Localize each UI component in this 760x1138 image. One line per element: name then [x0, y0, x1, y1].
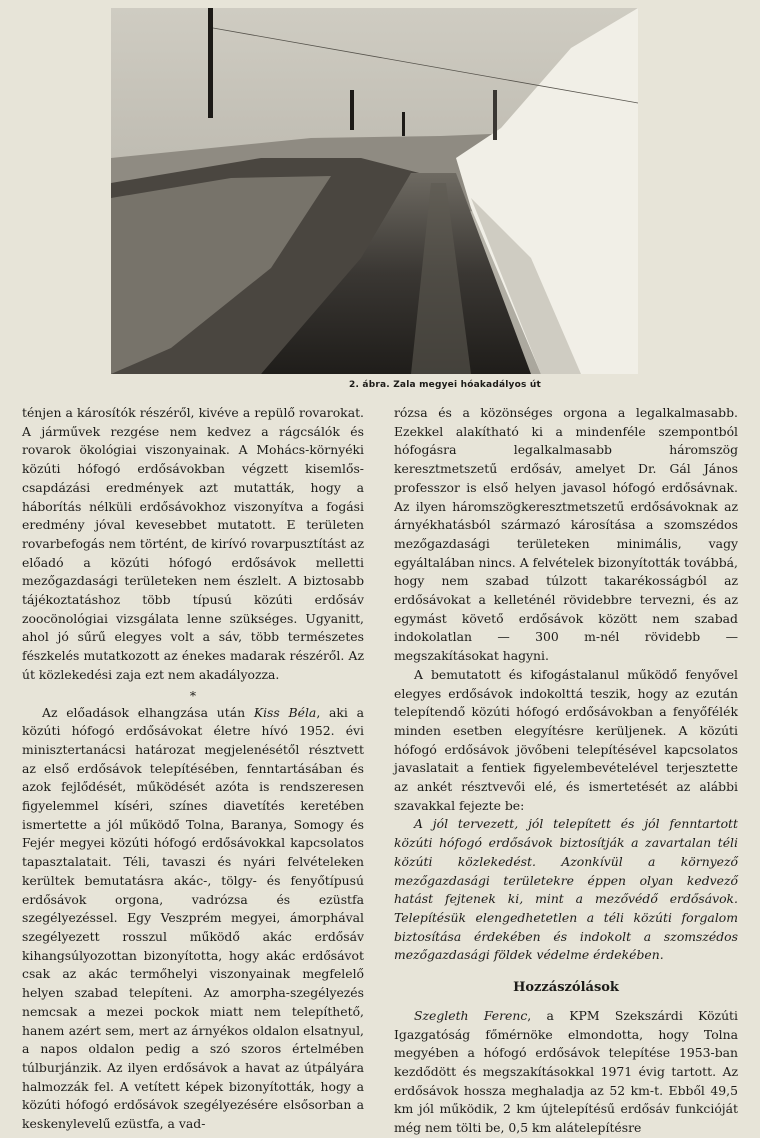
paragraph: rózsa és a közönséges orgona a legalkalmasabb. Ezekkel alakítható ki a mindenféle szempontból hófogásra legalkalmasabb háromszög keresztmetszetű erdősáv, amelyet Dr. Gál János professzor is első helyen javasol hófogó erdősávnak. Az ilyen háromszögkeresztmetszetű erdősávoknak az árnyékhatásból származó károsítása a szomszédos mezőgazdasági területeken minimális, vagy egyáltalában nincs. A felvételek bizonyították továbbá, hogy nem szabad túlzott takarékosságból az erdősávokat a kelleténél rövidebbre tervezni, és az egymást követő erdősávok között nem szabad indokolatlan — 300 m-nél rövidebb — megszakításokat hagyni.	[394, 405, 738, 664]
road-snow-photo	[111, 8, 638, 374]
paragraph: Szegleth Ferenc, a KPM Szekszárdi Közúti Igazgatóság főmérnöke elmondotta, hogy Tolna megyében a hófogó erdősávok telepítése 1953-ban kezdődött és megszakításokkal 1971 évig tartott. Az erdősávok hossza meghaladja az 52 km-t. Ebből 49,5 km jól működik, 2 km újtelepítésű erdősáv funkcióját még nem tölti be, 0,5 km alátelepítésre	[394, 1007, 738, 1136]
paragraph: A bemutatott és kifogástalanul működő fenyővel elegyes erdősávok indokolttá teszik, hogy az ezután telepítendő közúti hófogó erdősávokban a fenyőfélék minden esetben elegyítésre kerüljenek. A közúti hófogó erdősávok jövőbeni telepítésével kapcsolatos javaslatait a fentiek figyelembevételével terjesztette az ankét résztvevői elé, és ismertetését az alábbi szavakkal fejezte be:	[394, 666, 738, 813]
paragraph: Az előadások elhangzása után Kiss Béla, aki a közúti hófogó erdősávokat életre hívó 1952. évi minisztertanácsi határozat megjelenésétől résztvett az első erdősávok telepítésében, fenntartásában és azok fejlődését, működését azóta is rendszeresen figyelemmel kíséri, színes diavetítés keretében ismertette a jól működő Tolna, Baranya, Somogy és Fejér megyei közúti hófogó erdősávokkal kapcsolatos tapasztalatait. Téli, tavaszi és nyári felvételeken kerültek bemutatásra akác-, tölgy- és fenyőtípusú erdősávok orgona, vadrózsa és ezüstfa szegélyezéssel. Egy Veszprém megyei, ámorphával szegélyezett rosszul működő akác erdősáv kihangsúlyozottan bizonyította, hogy akác erdősávot csak az akác termőhelyi viszonyainak megfelelő helyen szabad telepíteni. Az amorpha-szegélyezés nemcsak a mezei pockok miatt nem telepíthető, hanem azért sem, mert az árnyékos oldalon elsatnyul, a napos oldalon pedig a szó szoros értelmében túlburjánzik. Az ilyen erdősávok a havat az útpályára halmozzák fel. A vetített képek bizonyították, hogy a közúti hófogó erdősávok szegélyezésére elsősorban a keskenylevelű ezüstfa, a vad-	[22, 704, 364, 1132]
closing-quote: A jól tervezett, jól telepített és jól fenntartott közúti hófogó erdősávok biztosítják a zavartalan téli közúti közlekedést. Azonkívül a környező mezőgazdasági területekre éppen olyan kedvező hatást fejtenek ki, mint a mezővédő erdősávok. Telepítésük elengedhetetlen a téli közúti forgalom biztosítása érdekében és indokolt a szomszédos mezőgazdasági földek védelme érdekében.	[394, 816, 738, 963]
person-name: Szegleth Ferenc	[414, 1007, 528, 1023]
paragraph: ténjen a károsítók részéről, kivéve a repülő rovarokat. A járművek rezgése nem kedvez a rágcsálók és rovarok ökológiai viszonyainak. A Mohács-környéki közúti hófogó erdősávokban végzett kisemlős-csapdázási eredmények azt mutatták, hogy a háborítás nélküli erdősávokhoz viszonyítva a fogási eredmény jóval kevesebbet mutatott. E területen rovarbefogás nem történt, de kirívó rovarpusztítást az előadó a közúti hófogó erdősávok melletti mezőgazdasági területeken nem észlelt. A biztosabb tájékoztatáshoz több típusú közúti erdősáv zoocönológiai vizsgálata lenne szükséges. Ugyanitt, ahol jó sűrű elegyes volt a sáv, több természetes fészkelés mutatkozott az énekes madarak részéről. Az út közlekedési zaja ezt nem akadályozza.	[22, 405, 364, 682]
section-separator: *	[189, 687, 197, 703]
person-name: Kiss Béla	[253, 704, 317, 720]
left-column	[22, 404, 364, 1134]
right-column	[394, 404, 738, 1138]
section-heading: Hozzászólások	[513, 980, 619, 996]
figure-caption: 2. ábra. Zala megyei hóakadályos út	[349, 380, 541, 390]
